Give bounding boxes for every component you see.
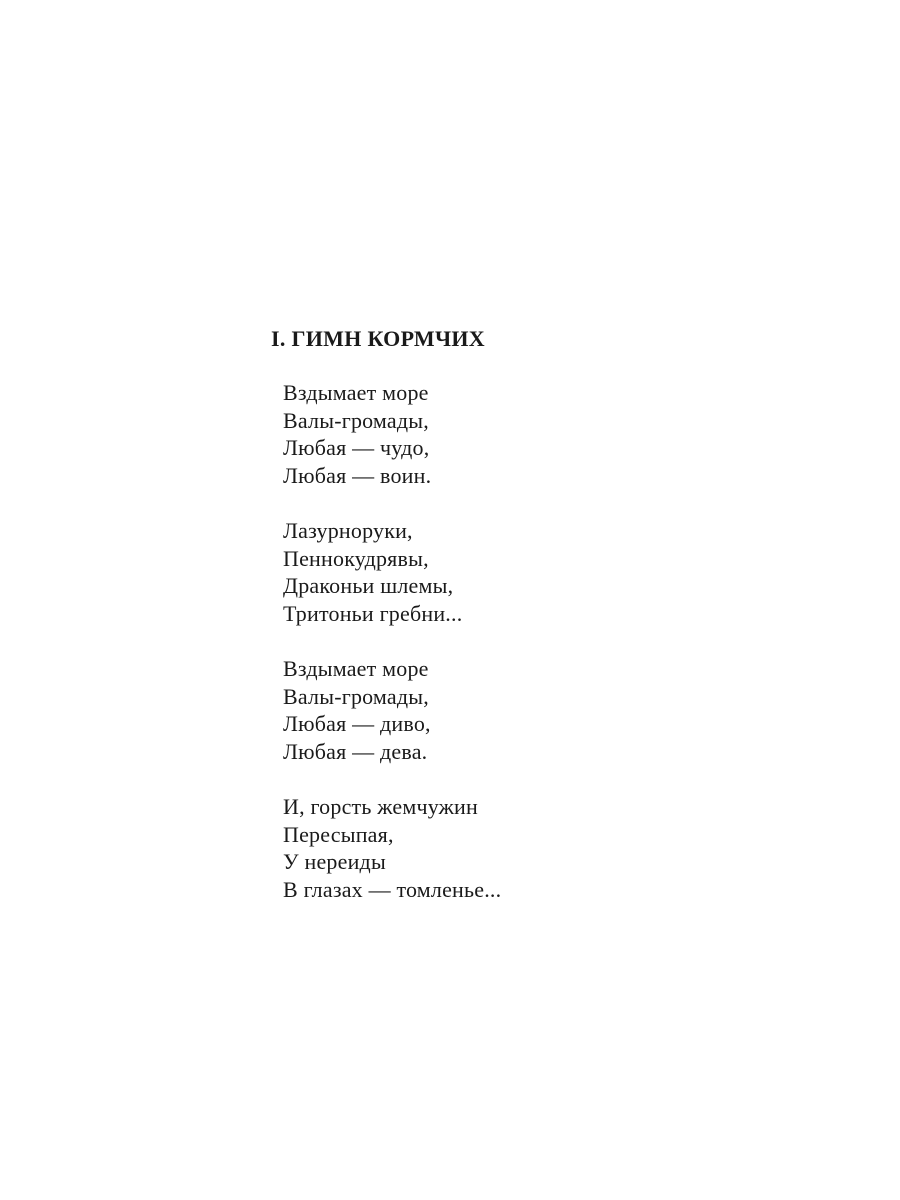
stanza-1 <box>283 379 501 489</box>
poem-line: Валы-громады, <box>283 407 429 433</box>
stanza-3 <box>283 655 501 765</box>
poem-line: Любая — воин. <box>283 462 432 488</box>
poem-line: Лазурноруки, <box>283 518 413 543</box>
poem-line: Валы-громады, <box>283 683 429 709</box>
poem-line: В глазах — томленье... <box>283 876 502 902</box>
poem-line: Любая — чудо, <box>283 435 430 460</box>
poem-line: Тритоньи гребни... <box>283 600 463 626</box>
stanza-4 <box>283 793 501 903</box>
poem-body <box>283 379 501 931</box>
poem-line: У нереиды <box>283 849 386 874</box>
poem-title: I. ГИМН КОРМЧИХ <box>271 326 485 351</box>
poem-line: Вздымает море <box>283 380 429 405</box>
poem-line: Вздымает море <box>283 656 429 681</box>
poem-line: И, горсть жемчужин <box>283 794 478 819</box>
poem-line: Пересыпая, <box>283 821 394 847</box>
poem-line: Драконьи шлемы, <box>283 573 454 598</box>
poem-line: Любая — диво, <box>283 711 431 736</box>
poem-line: Любая — дева. <box>283 738 428 764</box>
poem-line: Пеннокудрявы, <box>283 545 429 571</box>
stanza-2 <box>283 517 501 627</box>
